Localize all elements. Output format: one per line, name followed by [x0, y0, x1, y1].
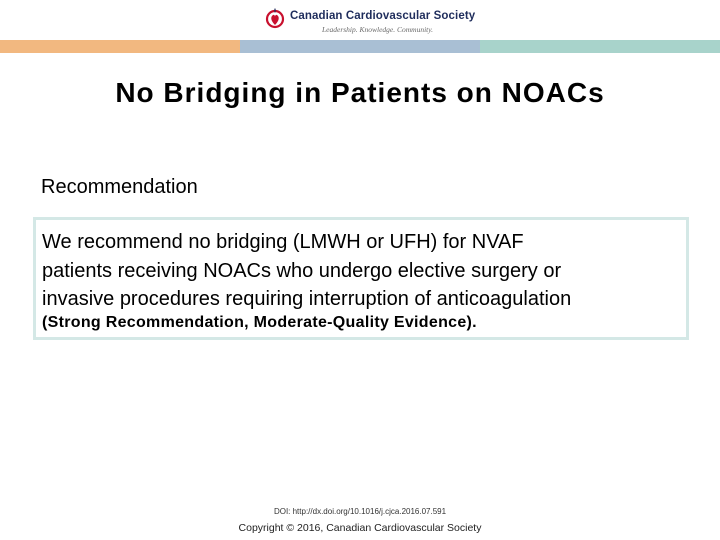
stripe-segment-teal — [480, 40, 720, 53]
recommendation-box — [33, 217, 689, 340]
recommendation-line: We recommend no bridging (LMWH or UFH) for NVAF — [42, 231, 524, 253]
heart-leaf-icon — [265, 7, 285, 29]
org-tagline: Leadership. Knowledge. Community. — [322, 25, 434, 34]
slide-header — [0, 0, 720, 40]
recommendation-line: patients receiving NOACs who undergo elective surgery or — [42, 259, 562, 282]
copyright-notice: Copyright © 2016, Canadian Cardiovascular Society — [238, 522, 482, 534]
recommendation-label: Recommendation — [41, 176, 198, 198]
slide-title: No Bridging in Patients on NOACs — [115, 77, 605, 108]
recommendation-line: invasive procedures requiring interruption of anticoagulation — [42, 288, 572, 310]
evidence-strength: (Strong Recommendation, Moderate-Quality Evidence). — [42, 313, 477, 331]
org-name: Canadian Cardiovascular Society — [290, 10, 476, 22]
color-stripe — [0, 40, 720, 53]
doi-reference: DOI: http://dx.doi.org/10.1016/j.cjca.2016.07.591 — [273, 507, 447, 516]
stripe-segment-orange — [0, 40, 240, 53]
stripe-segment-blue — [240, 40, 480, 53]
ccs-logo — [265, 6, 476, 36]
